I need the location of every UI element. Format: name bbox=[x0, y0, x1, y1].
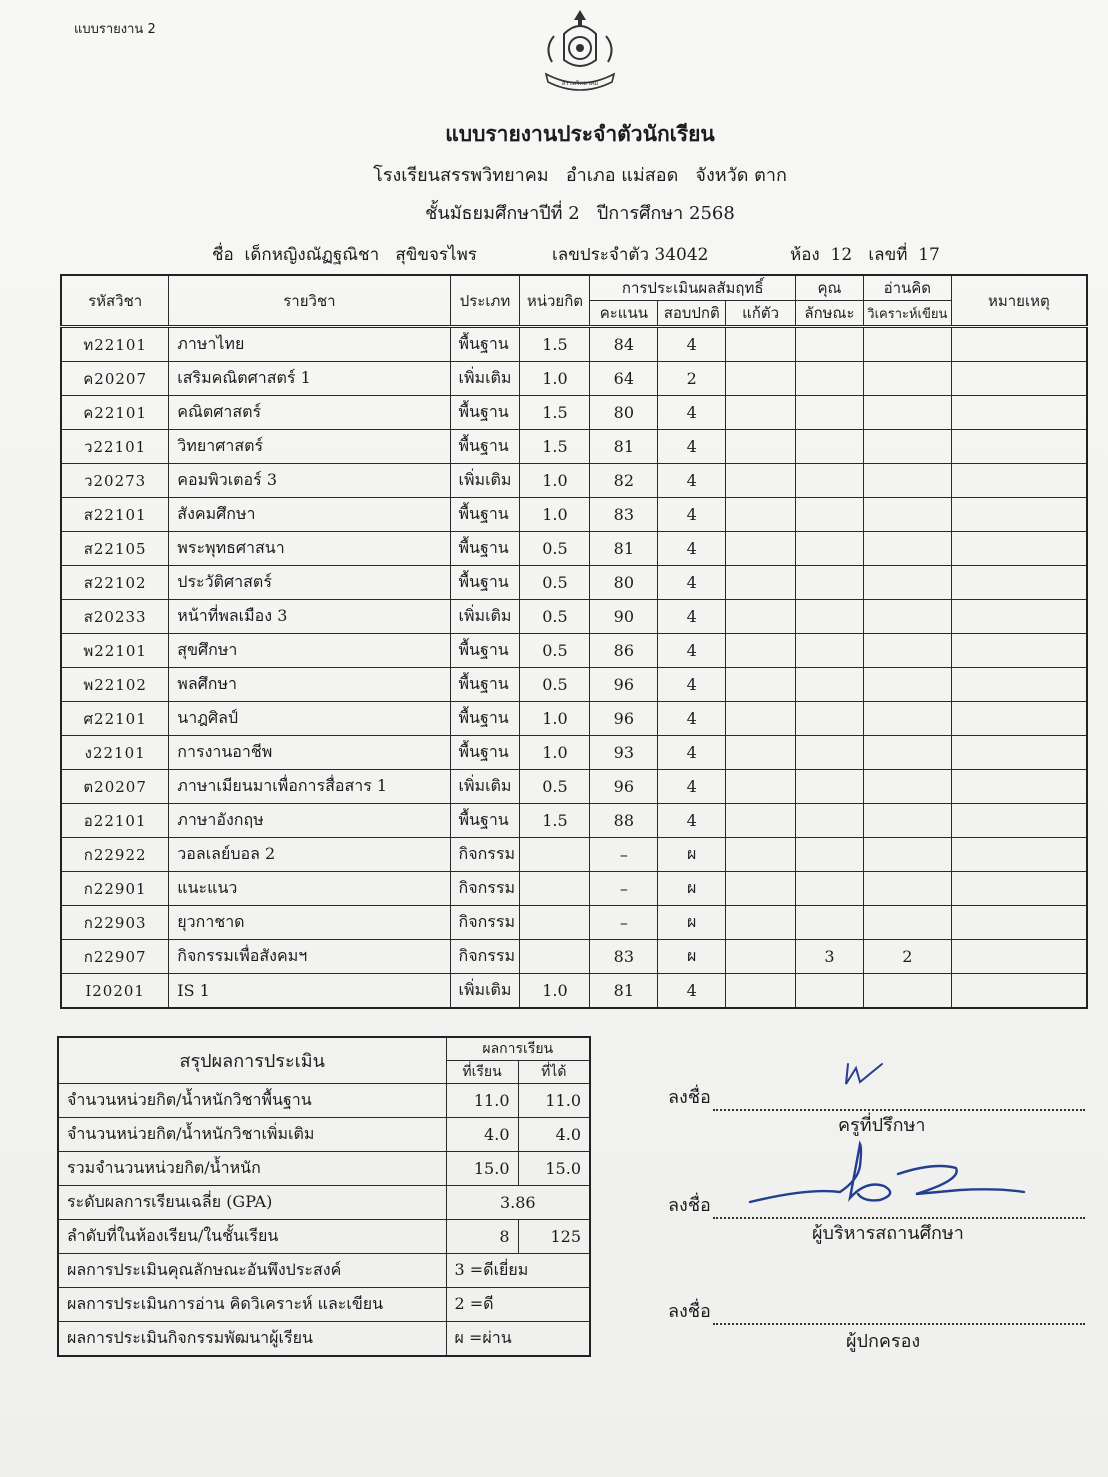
subject-code: ส22101 bbox=[61, 498, 169, 532]
subject-name: สังคมศึกษา bbox=[169, 498, 450, 532]
subject-credits: 1.5 bbox=[520, 327, 590, 362]
subject-character bbox=[795, 396, 863, 430]
subject-credits: 0.5 bbox=[520, 770, 590, 804]
table-row bbox=[61, 974, 1087, 1009]
subject-reading bbox=[863, 600, 951, 634]
header-subject: รายวิชา bbox=[169, 275, 450, 327]
advisor-sign-label: ลงชื่อ bbox=[668, 1087, 711, 1108]
summary-row-character bbox=[58, 1254, 590, 1288]
subject-score: 83 bbox=[590, 940, 658, 974]
rank-room: 8 bbox=[446, 1220, 518, 1254]
subject-type: เพิ่มเติม bbox=[450, 974, 520, 1009]
summary-heading: สรุปผลการประเมิน bbox=[58, 1037, 446, 1084]
subject-character bbox=[795, 838, 863, 872]
subject-character bbox=[795, 906, 863, 940]
student-name: ชื่อ เด็กหญิงณัฏฐณิชา สุขิขจรไพร bbox=[212, 245, 477, 265]
subject-grade: 4 bbox=[658, 600, 726, 634]
subject-credits: 1.5 bbox=[520, 396, 590, 430]
table-row bbox=[61, 770, 1087, 804]
subject-remark bbox=[951, 906, 1087, 940]
subject-type: กิจกรรม bbox=[450, 940, 520, 974]
character-value: 3 =ดีเยี่ยม bbox=[446, 1254, 590, 1288]
subject-name: หน้าที่พลเมือง 3 bbox=[169, 600, 450, 634]
subject-credits: 1.5 bbox=[520, 804, 590, 838]
subject-name: IS 1 bbox=[169, 974, 450, 1009]
school-crest-logo bbox=[538, 8, 622, 98]
subject-character bbox=[795, 464, 863, 498]
subject-grade: 4 bbox=[658, 770, 726, 804]
subject-reading bbox=[863, 362, 951, 396]
subject-code: ต20207 bbox=[61, 770, 169, 804]
subject-grade: ผ bbox=[658, 906, 726, 940]
svg-text:สรรพวิทยาคม: สรรพวิทยาคม bbox=[561, 80, 599, 87]
subject-code: ศ22101 bbox=[61, 702, 169, 736]
subject-score: 90 bbox=[590, 600, 658, 634]
table-row bbox=[61, 566, 1087, 600]
subject-type: พื้นฐาน bbox=[450, 532, 520, 566]
subject-character bbox=[795, 770, 863, 804]
subject-character: 3 bbox=[795, 940, 863, 974]
rank-label: ลำดับที่ในห้องเรียน/ในชั้นเรียน bbox=[58, 1220, 446, 1254]
subject-credits: 0.5 bbox=[520, 600, 590, 634]
header-remark: หมายเหตุ bbox=[951, 275, 1087, 327]
gpa-label: ระดับผลการเรียนเฉลี่ย (GPA) bbox=[58, 1186, 446, 1220]
director-role: ผู้บริหารสถานศึกษา bbox=[812, 1223, 964, 1244]
subject-type: เพิ่มเติม bbox=[450, 362, 520, 396]
table-row bbox=[61, 430, 1087, 464]
summary-row-extra bbox=[58, 1118, 590, 1152]
subject-credits: 1.5 bbox=[520, 430, 590, 464]
subject-reading bbox=[863, 974, 951, 1009]
subject-code: พ22101 bbox=[61, 634, 169, 668]
subject-remark bbox=[951, 702, 1087, 736]
subject-type: พื้นฐาน bbox=[450, 736, 520, 770]
subject-retake bbox=[726, 430, 796, 464]
subject-name: พระพุทธศาสนา bbox=[169, 532, 450, 566]
header-assessment: การประเมินผลสัมฤทธิ์ bbox=[590, 275, 796, 301]
subject-remark bbox=[951, 430, 1087, 464]
subject-name: วอลเลย์บอล 2 bbox=[169, 838, 450, 872]
subject-score: 93 bbox=[590, 736, 658, 770]
subject-code: I20201 bbox=[61, 974, 169, 1009]
subject-code: ท22101 bbox=[61, 327, 169, 362]
subject-score: 81 bbox=[590, 974, 658, 1009]
subject-retake bbox=[726, 702, 796, 736]
subject-grade: ผ bbox=[658, 940, 726, 974]
subject-character bbox=[795, 974, 863, 1009]
subject-name: คอมพิวเตอร์ 3 bbox=[169, 464, 450, 498]
extra-credits-label: จำนวนหน่วยกิต/น้ำหนักวิชาเพิ่มเติม bbox=[58, 1118, 446, 1152]
total-credits-earned: 15.0 bbox=[518, 1152, 590, 1186]
header-retake: แก้ตัว bbox=[726, 301, 796, 327]
subject-type: กิจกรรม bbox=[450, 872, 520, 906]
subject-score: 64 bbox=[590, 362, 658, 396]
subject-remark bbox=[951, 838, 1087, 872]
grades-table bbox=[60, 274, 1088, 1009]
subject-grade: 4 bbox=[658, 736, 726, 770]
subject-reading bbox=[863, 906, 951, 940]
subject-credits: 1.0 bbox=[520, 498, 590, 532]
subject-type: พื้นฐาน bbox=[450, 804, 520, 838]
subject-code: ก22903 bbox=[61, 906, 169, 940]
subject-character bbox=[795, 362, 863, 396]
subject-retake bbox=[726, 736, 796, 770]
subject-reading: 2 bbox=[863, 940, 951, 974]
table-row bbox=[61, 396, 1087, 430]
table-row bbox=[61, 838, 1087, 872]
subject-grade: ผ bbox=[658, 838, 726, 872]
subject-retake bbox=[726, 532, 796, 566]
table-row bbox=[61, 736, 1087, 770]
table-row bbox=[61, 498, 1087, 532]
table-row bbox=[61, 600, 1087, 634]
subject-remark bbox=[951, 362, 1087, 396]
subject-grade: 4 bbox=[658, 498, 726, 532]
basic-credits-studied: 11.0 bbox=[446, 1084, 518, 1118]
header-reading-bottom: วิเคราะห์เขียน bbox=[863, 301, 951, 327]
summary-table bbox=[57, 1036, 591, 1357]
subject-reading bbox=[863, 770, 951, 804]
extra-credits-studied: 4.0 bbox=[446, 1118, 518, 1152]
subject-retake bbox=[726, 498, 796, 532]
subject-score: 96 bbox=[590, 702, 658, 736]
student-id: เลขประจำตัว 34042 bbox=[552, 245, 709, 265]
subject-retake bbox=[726, 668, 796, 702]
summary-earned-header: ที่ได้ bbox=[518, 1061, 590, 1084]
subject-grade: 4 bbox=[658, 566, 726, 600]
subject-type: กิจกรรม bbox=[450, 906, 520, 940]
subject-type: พื้นฐาน bbox=[450, 634, 520, 668]
subject-code: ส20233 bbox=[61, 600, 169, 634]
subject-character bbox=[795, 668, 863, 702]
subject-name: ยุวกาชาด bbox=[169, 906, 450, 940]
subject-type: พื้นฐาน bbox=[450, 668, 520, 702]
subject-retake bbox=[726, 770, 796, 804]
subject-remark bbox=[951, 974, 1087, 1009]
table-row bbox=[61, 702, 1087, 736]
subject-credits: 0.5 bbox=[520, 634, 590, 668]
subject-type: เพิ่มเติม bbox=[450, 600, 520, 634]
subject-score: 84 bbox=[590, 327, 658, 362]
subject-score: 96 bbox=[590, 770, 658, 804]
subject-type: พื้นฐาน bbox=[450, 498, 520, 532]
subject-credits: 1.0 bbox=[520, 362, 590, 396]
subject-credits bbox=[520, 906, 590, 940]
subject-character bbox=[795, 498, 863, 532]
subject-score: 80 bbox=[590, 396, 658, 430]
subject-reading bbox=[863, 838, 951, 872]
subject-name: ภาษาเมียนมาเพื่อการสื่อสาร 1 bbox=[169, 770, 450, 804]
subject-retake bbox=[726, 804, 796, 838]
subject-name: ประวัติศาสตร์ bbox=[169, 566, 450, 600]
director-sign-label: ลงชื่อ bbox=[668, 1195, 711, 1216]
subject-reading bbox=[863, 566, 951, 600]
header-code: รหัสวิชา bbox=[61, 275, 169, 327]
subject-grade: ผ bbox=[658, 872, 726, 906]
subject-name: การงานอาชีพ bbox=[169, 736, 450, 770]
activity-value: ผ =ผ่าน bbox=[446, 1322, 590, 1357]
subject-remark bbox=[951, 464, 1087, 498]
subject-retake bbox=[726, 600, 796, 634]
subject-reading bbox=[863, 804, 951, 838]
summary-row-basic bbox=[58, 1084, 590, 1118]
subject-remark bbox=[951, 634, 1087, 668]
table-row bbox=[61, 532, 1087, 566]
table-row bbox=[61, 940, 1087, 974]
subject-type: พื้นฐาน bbox=[450, 327, 520, 362]
subject-code: ส22102 bbox=[61, 566, 169, 600]
subject-name: วิทยาศาสตร์ bbox=[169, 430, 450, 464]
table-row bbox=[61, 362, 1087, 396]
subject-character bbox=[795, 600, 863, 634]
subject-grade: 4 bbox=[658, 464, 726, 498]
subject-credits: 1.0 bbox=[520, 736, 590, 770]
subject-remark bbox=[951, 396, 1087, 430]
subject-remark bbox=[951, 668, 1087, 702]
subject-grade: 4 bbox=[658, 804, 726, 838]
subject-type: พื้นฐาน bbox=[450, 396, 520, 430]
header-type: ประเภท bbox=[450, 275, 520, 327]
character-label: ผลการประเมินคุณลักษณะอันพึงประสงค์ bbox=[58, 1254, 446, 1288]
subject-score: 81 bbox=[590, 430, 658, 464]
subject-type: เพิ่มเติม bbox=[450, 464, 520, 498]
subject-credits bbox=[520, 940, 590, 974]
subject-credits: 0.5 bbox=[520, 532, 590, 566]
subject-retake bbox=[726, 974, 796, 1009]
subject-score: – bbox=[590, 906, 658, 940]
gpa-value: 3.86 bbox=[446, 1186, 590, 1220]
header-character-top: คุณ bbox=[795, 275, 863, 301]
subject-retake bbox=[726, 906, 796, 940]
extra-credits-earned: 4.0 bbox=[518, 1118, 590, 1152]
subject-score: 86 bbox=[590, 634, 658, 668]
subject-code: ว20273 bbox=[61, 464, 169, 498]
subject-name: ภาษาไทย bbox=[169, 327, 450, 362]
subject-credits bbox=[520, 838, 590, 872]
subject-character bbox=[795, 327, 863, 362]
total-credits-studied: 15.0 bbox=[446, 1152, 518, 1186]
total-credits-label: รวมจำนวนหน่วยกิต/น้ำหนัก bbox=[58, 1152, 446, 1186]
subject-reading bbox=[863, 702, 951, 736]
subject-reading bbox=[863, 872, 951, 906]
subject-retake bbox=[726, 464, 796, 498]
subject-remark bbox=[951, 804, 1087, 838]
subject-score: 82 bbox=[590, 464, 658, 498]
subject-remark bbox=[951, 872, 1087, 906]
summary-studied-header: ที่เรียน bbox=[446, 1061, 518, 1084]
subject-remark bbox=[951, 600, 1087, 634]
subject-code: ก22901 bbox=[61, 872, 169, 906]
subject-type: กิจกรรม bbox=[450, 838, 520, 872]
subject-grade: 2 bbox=[658, 362, 726, 396]
subject-type: เพิ่มเติม bbox=[450, 770, 520, 804]
subject-code: ว22101 bbox=[61, 430, 169, 464]
subject-type: พื้นฐาน bbox=[450, 702, 520, 736]
parent-signature-line bbox=[668, 1296, 1085, 1325]
subject-credits: 1.0 bbox=[520, 974, 590, 1009]
subject-name: แนะแนว bbox=[169, 872, 450, 906]
grade-line: ชั้นมัธยมศึกษาปีที่ 2 ปีการศึกษา 2568 bbox=[425, 203, 735, 224]
table-row bbox=[61, 668, 1087, 702]
parent-sign-label: ลงชื่อ bbox=[668, 1301, 711, 1322]
subject-code: ค20207 bbox=[61, 362, 169, 396]
summary-row-activity bbox=[58, 1322, 590, 1357]
subject-reading bbox=[863, 532, 951, 566]
subject-score: 88 bbox=[590, 804, 658, 838]
subject-score: 96 bbox=[590, 668, 658, 702]
subject-name: นาฎศิลป์ bbox=[169, 702, 450, 736]
subject-reading bbox=[863, 464, 951, 498]
table-row bbox=[61, 634, 1087, 668]
subject-remark bbox=[951, 532, 1087, 566]
header-score: คะแนน bbox=[590, 301, 658, 327]
report-title: แบบรายงานประจำตัวนักเรียน bbox=[445, 121, 715, 146]
rank-grade: 125 bbox=[518, 1220, 590, 1254]
subject-code: ง22101 bbox=[61, 736, 169, 770]
subject-grade: 4 bbox=[658, 396, 726, 430]
subject-character bbox=[795, 804, 863, 838]
subject-score: – bbox=[590, 872, 658, 906]
subject-character bbox=[795, 702, 863, 736]
subject-grade: 4 bbox=[658, 532, 726, 566]
activity-label: ผลการประเมินกิจกรรมพัฒนาผู้เรียน bbox=[58, 1322, 446, 1357]
subject-score: – bbox=[590, 838, 658, 872]
summary-row-gpa bbox=[58, 1186, 590, 1220]
subject-name: ภาษาอังกฤษ bbox=[169, 804, 450, 838]
subject-code: ก22907 bbox=[61, 940, 169, 974]
header-credits: หน่วยกิต bbox=[520, 275, 590, 327]
subject-reading bbox=[863, 668, 951, 702]
subject-remark bbox=[951, 940, 1087, 974]
reading-value: 2 =ดี bbox=[446, 1288, 590, 1322]
subject-retake bbox=[726, 634, 796, 668]
subject-retake bbox=[726, 327, 796, 362]
subject-grade: 4 bbox=[658, 430, 726, 464]
subject-character bbox=[795, 634, 863, 668]
header-normal: สอบปกติ bbox=[658, 301, 726, 327]
subject-grade: 4 bbox=[658, 974, 726, 1009]
subject-type: พื้นฐาน bbox=[450, 566, 520, 600]
table-row bbox=[61, 906, 1087, 940]
subject-remark bbox=[951, 498, 1087, 532]
subject-retake bbox=[726, 872, 796, 906]
subject-reading bbox=[863, 736, 951, 770]
subject-character bbox=[795, 430, 863, 464]
student-room: ห้อง 12 เลขที่ 17 bbox=[790, 245, 940, 265]
table-row bbox=[61, 804, 1087, 838]
subject-score: 81 bbox=[590, 532, 658, 566]
subject-retake bbox=[726, 396, 796, 430]
subject-grade: 4 bbox=[658, 327, 726, 362]
subject-credits: 1.0 bbox=[520, 702, 590, 736]
header-reading-top: อ่านคิด bbox=[863, 275, 951, 301]
subject-name: กิจกรรมเพื่อสังคมฯ bbox=[169, 940, 450, 974]
header-character-bottom: ลักษณะ bbox=[795, 301, 863, 327]
form-code: แบบรายงาน 2 bbox=[74, 22, 156, 37]
summary-row-rank bbox=[58, 1220, 590, 1254]
subject-grade: 4 bbox=[658, 702, 726, 736]
subject-score: 80 bbox=[590, 566, 658, 600]
school-line: โรงเรียนสรรพวิทยาคม อำเภอ แม่สอด จังหวัด ตาก bbox=[373, 165, 787, 186]
subject-remark bbox=[951, 770, 1087, 804]
subject-character bbox=[795, 532, 863, 566]
director-handwritten-signature bbox=[748, 1140, 1038, 1220]
subject-reading bbox=[863, 396, 951, 430]
subject-retake bbox=[726, 566, 796, 600]
table-row bbox=[61, 464, 1087, 498]
subject-name: พลศึกษา bbox=[169, 668, 450, 702]
subject-character bbox=[795, 566, 863, 600]
subject-credits: 0.5 bbox=[520, 566, 590, 600]
subject-score: 83 bbox=[590, 498, 658, 532]
subject-name: คณิตศาสตร์ bbox=[169, 396, 450, 430]
table-row bbox=[61, 872, 1087, 906]
basic-credits-earned: 11.0 bbox=[518, 1084, 590, 1118]
subject-grade: 4 bbox=[658, 668, 726, 702]
subject-remark bbox=[951, 327, 1087, 362]
subject-reading bbox=[863, 498, 951, 532]
subject-remark bbox=[951, 736, 1087, 770]
subject-reading bbox=[863, 430, 951, 464]
subject-credits: 0.5 bbox=[520, 668, 590, 702]
subject-reading bbox=[863, 327, 951, 362]
subject-retake bbox=[726, 362, 796, 396]
subject-credits: 1.0 bbox=[520, 464, 590, 498]
subject-character bbox=[795, 736, 863, 770]
basic-credits-label: จำนวนหน่วยกิต/น้ำหนักวิชาพื้นฐาน bbox=[58, 1084, 446, 1118]
subject-character bbox=[795, 872, 863, 906]
subject-retake bbox=[726, 940, 796, 974]
reading-label: ผลการประเมินการอ่าน คิดวิเคราะห์ และเขียน bbox=[58, 1288, 446, 1322]
subject-credits bbox=[520, 872, 590, 906]
subject-reading bbox=[863, 634, 951, 668]
subject-code: อ22101 bbox=[61, 804, 169, 838]
summary-row-reading bbox=[58, 1288, 590, 1322]
table-row bbox=[61, 327, 1087, 362]
parent-role: ผู้ปกครอง bbox=[846, 1331, 921, 1352]
subject-name: เสริมคณิตศาสตร์ 1 bbox=[169, 362, 450, 396]
subject-grade: 4 bbox=[658, 634, 726, 668]
advisor-handwritten-signature bbox=[838, 1058, 890, 1092]
subject-type: พื้นฐาน bbox=[450, 430, 520, 464]
subject-remark bbox=[951, 566, 1087, 600]
subject-code: ส22105 bbox=[61, 532, 169, 566]
subject-code: พ22102 bbox=[61, 668, 169, 702]
advisor-role: ครูที่ปรึกษา bbox=[838, 1115, 926, 1136]
subject-retake bbox=[726, 838, 796, 872]
subject-name: สุขศึกษา bbox=[169, 634, 450, 668]
summary-row-total bbox=[58, 1152, 590, 1186]
subject-code: ก22922 bbox=[61, 838, 169, 872]
summary-result-header: ผลการเรียน bbox=[446, 1037, 590, 1061]
subject-code: ค22101 bbox=[61, 396, 169, 430]
